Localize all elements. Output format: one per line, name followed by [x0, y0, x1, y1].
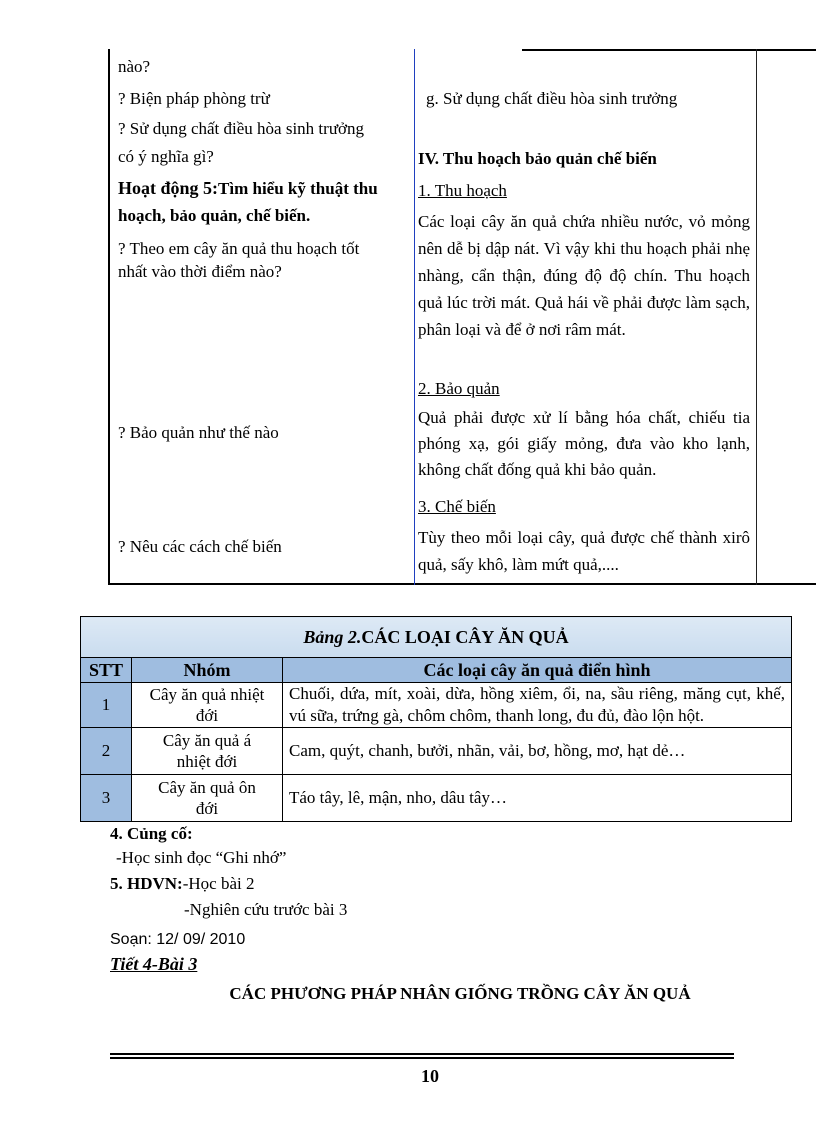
group-line2: nhiệt đới	[176, 752, 238, 771]
examples-cell: Chuối, dứa, mít, xoài, dừa, hồng xiêm, ổi, na, sầu riêng, măng cụt, khế, vú sữa, trứng gà, chôm chôm, thanh long, đu đủ, đào lộn hột.	[283, 683, 792, 728]
header-stt: STT	[81, 658, 132, 683]
question-pest-control: ? Biện pháp phòng trừ	[118, 89, 270, 108]
table-row	[81, 728, 792, 775]
processing-subheading: 3. Chế biến	[418, 497, 496, 516]
question-growth-regulator	[118, 115, 416, 171]
item-g-growth-regulator: g. Sử dụng chất điều hòa sinh trưởng	[426, 89, 678, 108]
consolidate-heading: 4. Củng cố:	[110, 824, 193, 843]
header-group: Nhóm	[132, 658, 283, 683]
processing-text: Tùy theo mỗi loại cây, quả được chế thành xirô quả, sấy khô, làm mứt quả,....	[418, 528, 750, 574]
question-growth-regulator-line2: có ý nghĩa gì?	[118, 147, 214, 166]
group-line1: Cây ăn quả á	[162, 731, 252, 750]
consolidate-item: -Học sinh đọc “Ghi nhớ”	[116, 848, 287, 867]
table-caption-label: Bảng 2.	[303, 626, 362, 647]
group-line2: đới	[195, 799, 219, 818]
question-preservation: ? Bảo quản như thế nào	[118, 423, 279, 442]
question-harvest-line2: nhất vào thời điểm nào?	[118, 262, 282, 281]
table-row	[81, 775, 792, 822]
footer-rule-bottom	[110, 1057, 734, 1059]
preservation-text: Quả phải được xử lí bằng hóa chất, chiếu tia phóng xạ, gói giấy mỏng, đưa vào kho lạnh, không chất đống quả khi bảo quản.	[418, 408, 750, 479]
footer-rule-top	[110, 1053, 734, 1055]
lesson-title: CÁC PHƯƠNG PHÁP NHÂN GIỐNG TRỒNG CÂY ĂN QUẢ	[229, 984, 691, 1003]
table-top-border	[522, 49, 816, 51]
left-line-nao: nào?	[118, 57, 151, 76]
preservation-subheading: 2. Bảo quản	[418, 379, 500, 398]
row-number: 2	[81, 728, 132, 775]
lesson-table	[108, 49, 816, 585]
group-cell	[132, 728, 283, 775]
harvest-subheading: 1. Thu hoạch	[418, 181, 507, 200]
activity-title-line1: Tìm hiểu kỹ thuật thu	[218, 179, 378, 198]
examples-cell: Cam, quýt, chanh, bưởi, nhãn, vải, bơ, hồng, mơ, hạt dẻ…	[283, 728, 792, 775]
homework-line	[110, 873, 254, 895]
group-cell	[132, 683, 283, 728]
lesson-label: Tiết 4-Bài 3	[110, 954, 198, 974]
harvest-text: Các loại cây ăn quả chứa nhiều nước, vỏ mỏng nên dễ bị dập nát. Vì vậy khi thu hoạch phải nhẹ nhàng, cẩn thận, đúng độ độ chín. Thu hoạch quả lúc trời mát. Quả hái về phải được làm sạch, phân loại và để ở nơi râm mát.	[418, 212, 750, 339]
activity-prefix: Hoạt động 5:	[118, 178, 219, 198]
question-harvest-line1: ? Theo em cây ăn quả thu hoạch tốt	[118, 239, 360, 258]
homework-heading: 5. HDVN:	[110, 874, 183, 893]
homework-item2: -Nghiên cứu trước bài 3	[184, 900, 348, 919]
group-line2: đới	[195, 706, 219, 725]
row-number: 3	[81, 775, 132, 822]
fruit-tree-types-table	[80, 616, 792, 822]
activity-5-heading	[118, 175, 414, 229]
group-line1: Cây ăn quả ôn	[158, 778, 256, 797]
prepared-date: Soạn: 12/ 09/ 2010	[110, 931, 246, 948]
activity-title-line2: hoạch, bảo quản, chế biến.	[118, 206, 311, 225]
table-caption	[81, 617, 792, 658]
row-number: 1	[81, 683, 132, 728]
table-row	[81, 683, 792, 728]
section-iv-heading: IV. Thu hoạch bảo quản chế biến	[418, 149, 657, 168]
page-number: 10	[421, 1066, 439, 1086]
homework-item1: -Học bài 2	[182, 874, 255, 893]
question-processing: ? Nêu các cách chế biến	[118, 537, 282, 556]
examples-cell: Táo tây, lê, mận, nho, dâu tây…	[283, 775, 792, 822]
question-growth-regulator-line1: ? Sử dụng chất điều hòa sinh trưởng	[118, 119, 365, 138]
group-cell	[132, 775, 283, 822]
group-line1: Cây ăn quả nhiệt	[149, 685, 265, 704]
column-divider-right	[756, 49, 757, 585]
table-caption-title: CÁC LOẠI CÂY ĂN QUẢ	[361, 626, 569, 647]
header-examples: Các loại cây ăn quả điển hình	[283, 658, 792, 683]
question-harvest-time	[118, 237, 414, 283]
